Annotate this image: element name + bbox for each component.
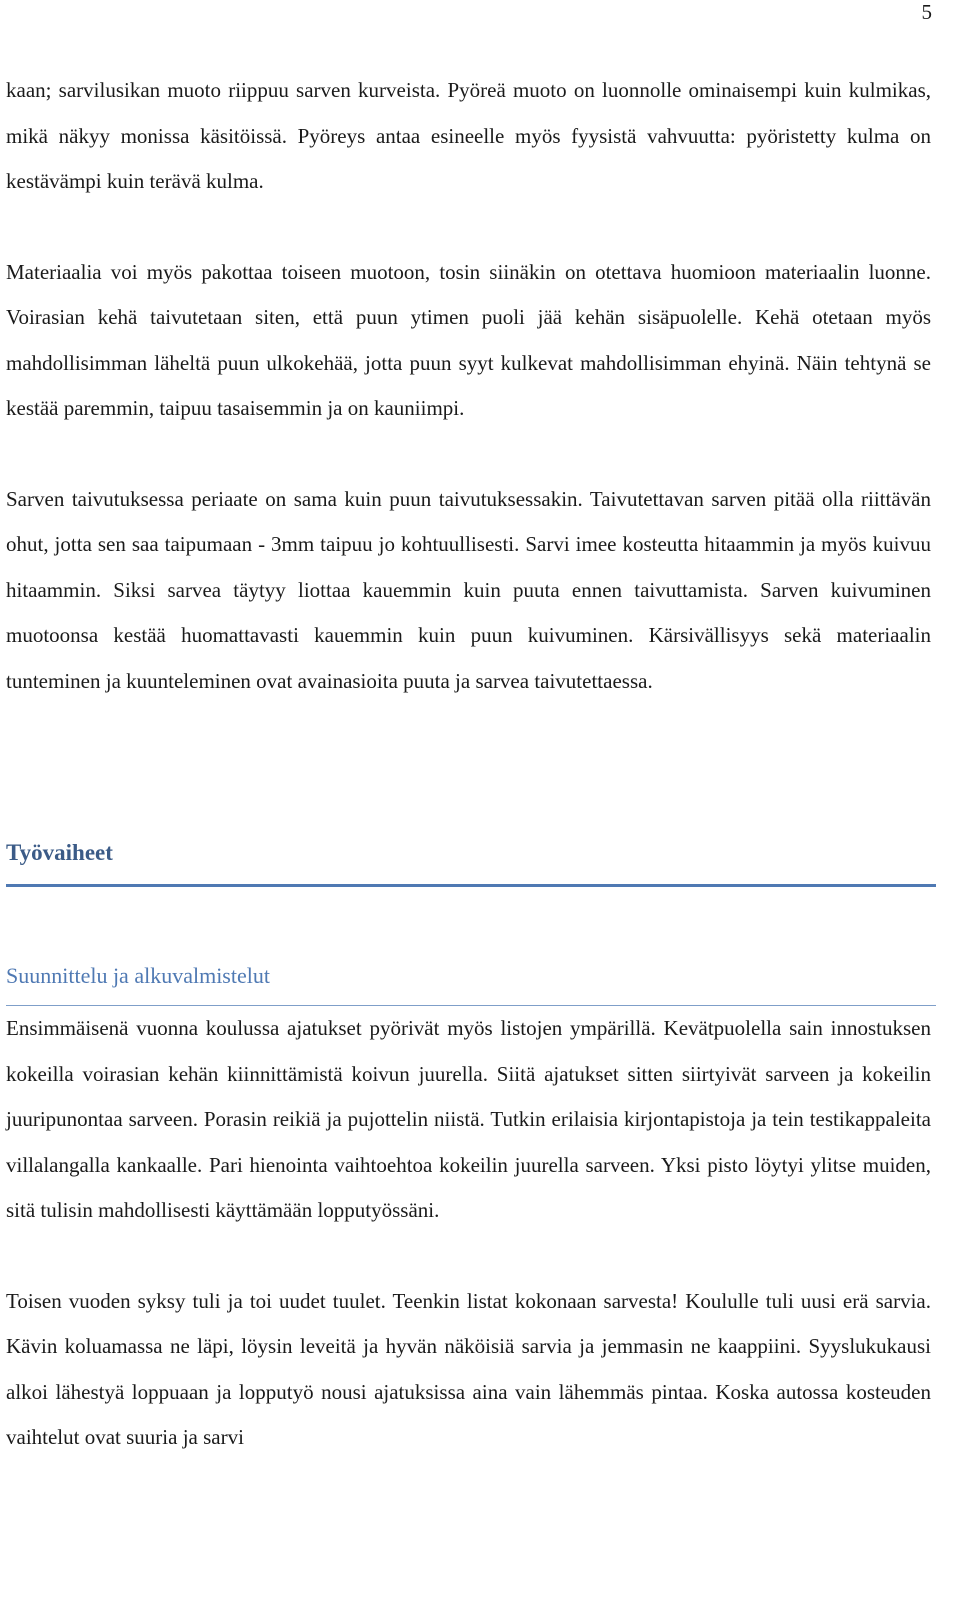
paragraph-1: kaan; sarvilusikan muoto riippuu sarven kurveista. Pyöreä muoto on luonnolle ominaisempi kuin kulmikas, mikä näkyy monissa käsitöissä. Pyöreys antaa esineelle myös fyysistä vahvuutta: pyöristetty kulma on kestävämpi kuin terävä kulma. [6, 78, 931, 193]
section-heading: Työvaiheet [6, 840, 113, 865]
subsection-heading: Suunnittelu ja alkuvalmistelut [6, 963, 270, 988]
paragraph-2: Materiaalia voi myös pakottaa toiseen muotoon, tosin siinäkin on otettava huomioon materiaalin luonne. Voirasian kehä taivutetaan siten, että puun ytimen puoli jää kehän sisäpuolelle. Kehä otetaan myös mahdollisimman läheltä puun ulkokehää, jotta puun syyt kulkevat mahdollisimman ehyinä. Näin tehtynä se kestää paremmin, taipuu tasaisemmin ja on kauniimpi. [6, 259, 931, 420]
page-number: 5 [921, 0, 932, 24]
paragraph-3: Sarven taivutuksessa periaate on sama kuin puun taivutuksessakin. Taivutettavan sarven pitää olla riittävän ohut, jotta sen saa taipumaan - 3mm taipuu jo kohtuullisesti. Sarvi imee kosteutta hitaammin ja myös kuivuu hitaammin. Siksi sarvea täytyy liottaa kauemmin kuin puuta ennen taivuttamista. Sarven kuivuminen muotoonsa kestää huomattavasti kauemmin kuin puun kuivuminen. Kärsivällisyys sekä materiaalin tunteminen ja kuunteleminen ovat avainasioita puuta ja sarvea taivutettaessa. [6, 486, 931, 693]
paragraph-4: Ensimmäisenä vuonna koulussa ajatukset pyörivät myös listojen ympärillä. Kevätpuolella sain innostuksen kokeilla voirasian kehän kiinnittämistä koivun juurella. Siitä ajatukset sitten siirtyivät sarveen ja kokeilin juuripunontaa sarveen. Porasin reikiä ja pujottelin niistä. Tutkin erilaisia kirjontapistoja ja tein testikappaleita villalangalla kankaalle. Pari hienointa vaihtoehtoa kokeilin juurella sarveen. Yksi pisto löytyi ylitse muiden, sitä tulisin mahdollisesti käyttämään lopputyössäni. [6, 1016, 931, 1222]
section-heading-rule [6, 884, 936, 887]
paragraph-5: Toisen vuoden syksy tuli ja toi uudet tuulet. Teenkin listat kokonaan sarvesta! Koululle tuli uusi erä sarvia. Kävin koluamassa ne läpi, löysin leveitä ja hyvän näköisiä sarvia ja jemmasin ne kaappiini. Syyslukukausi alkoi lähestyä loppuaan ja lopputyö nousi ajatuksissa aina vain lähemmäs pintaa. Koska autossa kosteuden vaihtelut ovat suuria ja sarvi [6, 1288, 931, 1449]
document-body [6, 68, 931, 1461]
